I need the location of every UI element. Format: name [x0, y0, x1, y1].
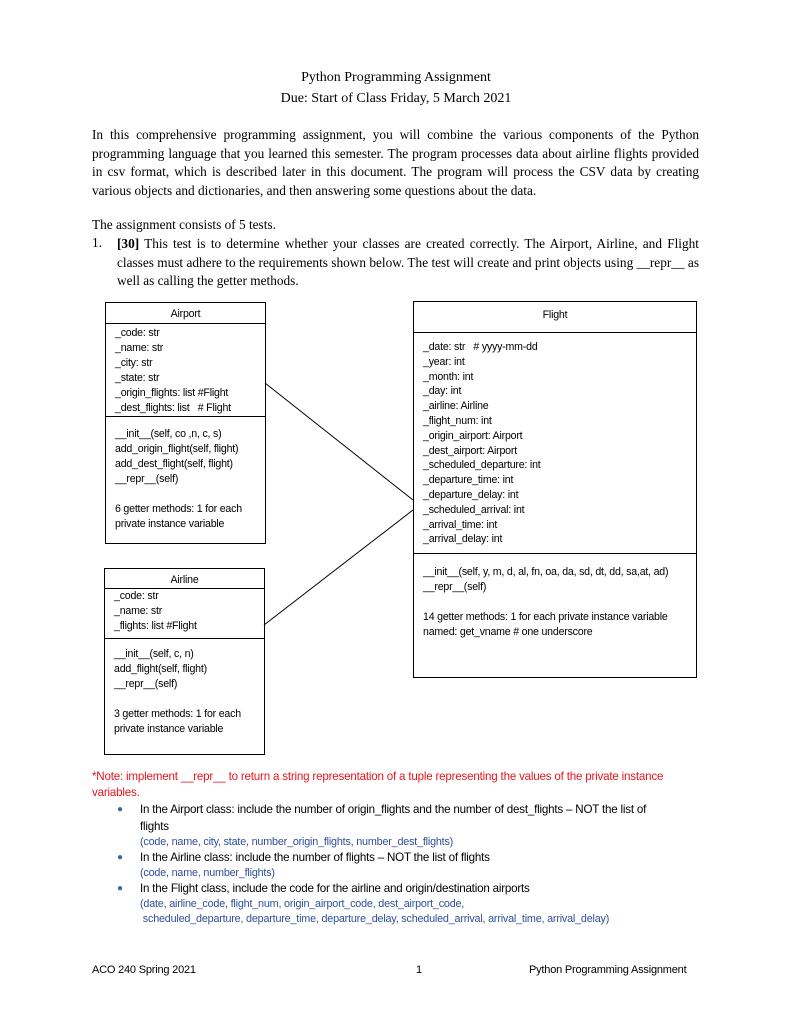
method: __repr__(self): [423, 581, 487, 593]
attr: _day: int: [423, 385, 462, 398]
attr: _arrival_time: int: [423, 518, 498, 531]
bullet-flight-tuple2: scheduled_departure, departure_time, departure_delay, scheduled_arrival, arrival_time, arrival_delay): [140, 913, 610, 925]
bullet-icon: ●: [117, 804, 124, 815]
attr: _flights: list #Flight: [114, 620, 197, 632]
footer-title: Python Programming Assignment: [529, 964, 687, 976]
note-line2: variables.: [92, 786, 140, 799]
attr: _name: str: [115, 342, 164, 354]
test1-number: 1.: [92, 235, 102, 250]
flight-class-box: [413, 301, 697, 678]
test1-points: [30]: [117, 236, 140, 251]
getter-note: 6 getter methods: 1 for each: [115, 503, 242, 515]
bullet-airport-text: In the Airport class: include the number of origin_flights and the number of dest_flights – NOT the list of: [140, 803, 647, 816]
airport-attributes: [106, 324, 265, 417]
attr: _date: str # yyyy-mm-dd: [423, 341, 538, 353]
attr: _scheduled_departure: int: [423, 459, 541, 472]
footer-page-number: 1: [416, 964, 422, 976]
method: __repr__(self): [114, 678, 178, 690]
airline-methods: [105, 639, 264, 741]
bullet-flight-tuple1: (date, airline_code, flight_num, origin_airport_code, dest_airport_code,: [140, 898, 465, 910]
getter-note: private instance variable: [114, 723, 224, 735]
attr: _dest_flights: list # Flight: [115, 402, 231, 414]
getter-note: named: get_vname # one underscore: [423, 626, 593, 638]
flight-class-name: Flight: [414, 302, 696, 333]
airport-class-box: [105, 302, 266, 544]
due-date: Due: Start of Class Friday, 5 March 2021: [280, 91, 512, 106]
method: add_dest_flight(self, flight): [115, 458, 233, 470]
method: __init__(self, co ,n, c, s): [115, 428, 222, 440]
method: add_origin_flight(self, flight): [115, 443, 239, 455]
attr: _departure_delay: int: [423, 488, 519, 501]
airline-class-box: [104, 568, 265, 755]
attr: _flight_num: int: [423, 414, 492, 427]
attr: _state: str: [115, 372, 160, 384]
method: __repr__(self): [115, 473, 179, 485]
getter-note: 14 getter methods: 1 for each private instance variable: [423, 611, 668, 623]
airport-methods: [106, 417, 265, 536]
page-title: Python Programming Assignment: [301, 70, 491, 85]
bullet-icon: ●: [117, 852, 124, 863]
bullet-airline-tuple: (code, name, number_flights): [140, 867, 275, 879]
bullet-icon: ●: [117, 883, 124, 894]
attr: _code: str: [115, 327, 160, 339]
flight-attributes: [414, 333, 696, 554]
attr: _origin_flights: list #Flight: [115, 387, 229, 399]
getter-note: private instance variable: [115, 518, 225, 530]
method: add_flight(self, flight): [114, 663, 207, 675]
attr: _dest_airport: Airport: [423, 444, 517, 457]
airline-class-name: Airline: [105, 569, 264, 589]
bullet-airport-tuple: (code, name, city, state, number_origin_flights, number_dest_flights): [140, 836, 454, 848]
flight-methods: [414, 554, 696, 644]
airline-flight-line: [264, 510, 413, 625]
bullet-airport-text2: flights: [140, 820, 169, 833]
test1-text: This test is to determine whether your classes are created correctly. The Airport, Airline, and Flight classes must adhere to the requirements shown below. The test will create and print objects using __repr__ as well as calling the getter methods.: [117, 236, 699, 288]
bullet-flight-text: In the Flight class, include the code for the airline and origin/destination airports: [140, 882, 530, 895]
attr: _year: int: [423, 355, 465, 368]
attr: _origin_airport: Airport: [423, 429, 523, 442]
attr: _code: str: [114, 590, 159, 602]
attr: _name: str: [114, 605, 163, 617]
airport-flight-line: [265, 383, 413, 500]
method: __init__(self, c, n): [114, 648, 194, 660]
attr: _month: int: [423, 370, 474, 383]
attr: _city: str: [115, 357, 153, 369]
method: __init__(self, y, m, d, al, fn, oa, da, sd, dt, dd, sa,at, ad): [423, 566, 669, 578]
airline-attributes: [105, 589, 264, 639]
attr: _scheduled_arrival: int: [423, 503, 525, 516]
attr: _airline: Airline: [423, 400, 489, 413]
bullet-airline-text: In the Airline class: include the number of flights – NOT the list of flights: [140, 851, 490, 864]
note-line1: *Note: implement __repr__ to return a string representation of a tuple representing the values of the private instance: [92, 770, 664, 783]
attr: _departure_time: int: [423, 474, 514, 487]
intro-paragraph: In this comprehensive programming assignment, you will combine the various components of the Python programming language that you learned this semester. The program processes data about airline flights provided in csv format, which is described later in this document. The program will process the CSV data by creating various objects and dictionaries, and then answering some questions about the data.: [92, 127, 699, 198]
getter-note: 3 getter methods: 1 for each: [114, 708, 241, 720]
footer-course: ACO 240 Spring 2021: [92, 964, 196, 976]
tests-intro: The assignment consists of 5 tests.: [92, 217, 276, 232]
airport-class-name: Airport: [106, 303, 265, 324]
attr: _arrival_delay: int: [423, 533, 503, 546]
